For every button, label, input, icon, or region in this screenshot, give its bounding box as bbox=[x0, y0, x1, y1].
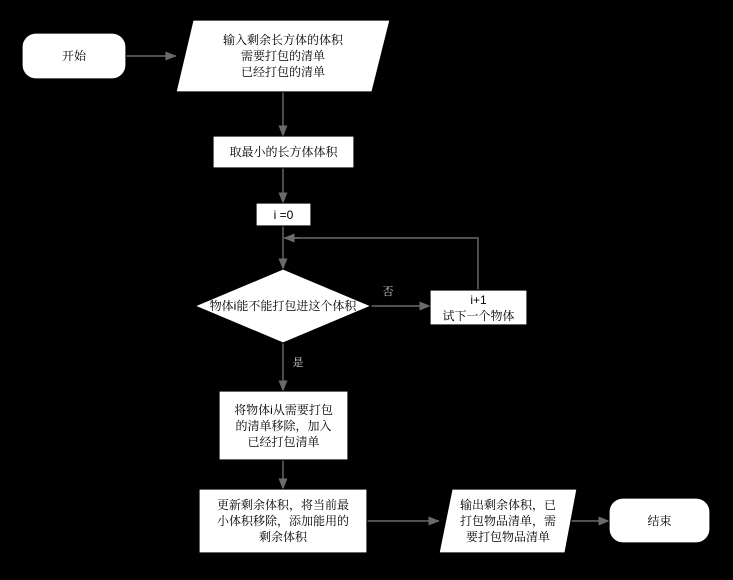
node-init-label: i =0 bbox=[273, 207, 294, 222]
node-update-shape bbox=[199, 489, 367, 553]
node-next-label: i+1 试下一个物体 bbox=[442, 292, 515, 323]
node-input-shape bbox=[176, 20, 390, 92]
node-end-shape bbox=[609, 498, 710, 543]
edge-label-yes: 是 bbox=[292, 357, 304, 369]
node-init-shape bbox=[256, 203, 311, 226]
node-move-shape bbox=[219, 391, 348, 460]
node-end-label: 结束 bbox=[647, 513, 672, 528]
node-takemin-shape bbox=[213, 136, 354, 168]
node-output-label: 输出剩余体积，已 打包物品清单，需 要打包物品清单 bbox=[459, 498, 556, 544]
node-next-shape bbox=[430, 290, 527, 325]
node-start-label: 开始 bbox=[61, 49, 86, 63]
node-output-shape bbox=[439, 489, 577, 553]
node-move-label: 将物体i从需要打包 的清单移除，加入 已经打包清单 bbox=[234, 402, 333, 449]
node-decide-label: 物体i能不能打包进这个体积 bbox=[209, 299, 357, 313]
node-update-label: 更新剩余体积，将当前最 小体积移除，添加能用的 剩余体积 bbox=[216, 498, 349, 544]
node-decide-shape bbox=[195, 269, 371, 343]
edge-next-loopback bbox=[289, 238, 478, 290]
node-start-shape bbox=[22, 33, 126, 79]
node-input-label: 输入剩余长方体的体积 需要打包的清单 已经打包的清单 bbox=[222, 33, 343, 79]
edge-label-no: 否 bbox=[382, 286, 394, 298]
node-takemin-label: 取最小的长方体体积 bbox=[229, 145, 338, 159]
